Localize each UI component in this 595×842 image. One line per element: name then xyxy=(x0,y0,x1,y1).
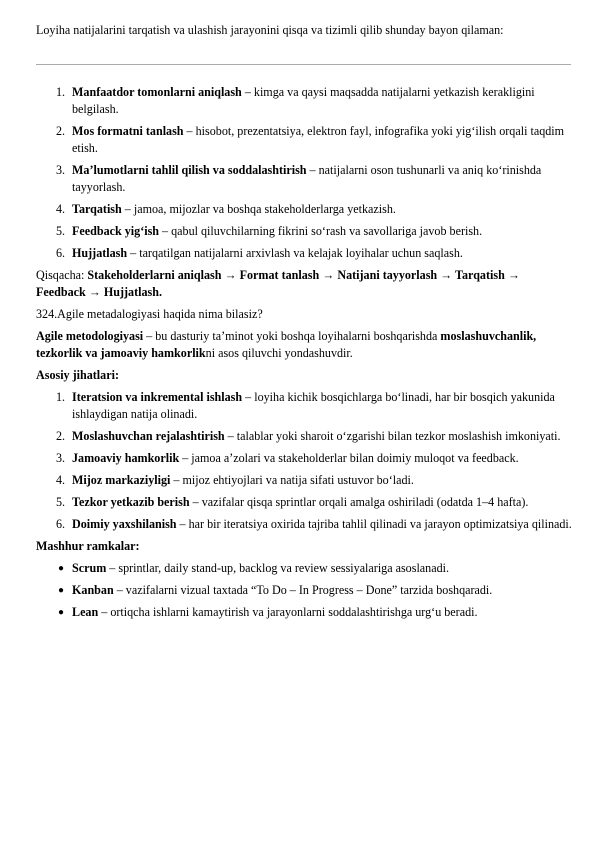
list-item xyxy=(36,582,572,599)
item-text: – jamoa, mijozlar va boshqa stakeholderlarga yetkazish. xyxy=(121,202,396,216)
item-term: Tezkor yetkazib berish xyxy=(72,495,190,509)
list-number: 3. xyxy=(56,163,66,177)
item-text: – sprintlar, daily stand-up, backlog va review sessiyalariga asoslanadi. xyxy=(106,561,450,575)
list-item xyxy=(36,472,572,489)
definition-paragraph xyxy=(36,328,572,362)
question-heading: 324.Agile metadalogiyasi haqida nima bilasiz? xyxy=(36,307,263,321)
summary-paragraph xyxy=(36,267,572,301)
bullet-icon: ● xyxy=(58,585,65,596)
item-term: Manfaatdor tomonlarni aniqlash xyxy=(72,85,242,99)
list-item xyxy=(36,560,572,577)
list-number: 2. xyxy=(56,124,66,138)
list-number: 5. xyxy=(56,224,66,238)
item-term: Ma’lumotlarni tahlil qilish va soddalashtirish xyxy=(72,163,307,177)
item-term: Scrum xyxy=(72,561,107,575)
list-item xyxy=(36,604,572,621)
definition-text-end: ni asos qiluvchi yondashuvdir. xyxy=(205,346,353,360)
item-term: Tarqatish xyxy=(72,202,122,216)
item-text: – kimga va qaysi maqsadda natijalarni yetkazish kerakligini belgilash. xyxy=(72,85,535,116)
bullet-icon: ● xyxy=(58,607,65,618)
list-item xyxy=(36,223,572,240)
list-item xyxy=(36,123,572,157)
item-term: Doimiy yaxshilanish xyxy=(72,517,177,531)
item-term: Moslashuvchan rejalashtirish xyxy=(72,429,225,443)
item-text: – mijoz ehtiyojlari va natija sifati ustuvor bo‘ladi. xyxy=(170,473,414,487)
item-term: Feedback yig‘ish xyxy=(72,224,160,238)
list-item xyxy=(36,84,572,118)
list-item xyxy=(36,245,572,262)
list-item xyxy=(36,201,572,218)
item-text: – loyiha kichik bosqichlarga bo‘linadi, har bir bosqich yakunida ishlaydigan natija olinadi. xyxy=(72,390,555,421)
item-text: – vazifalar qisqa sprintlar orqali amalga oshiriladi (odatda 1–4 hafta). xyxy=(189,495,529,509)
item-text: – natijalarni oson tushunarli va aniq ko‘rinishda tayyorlash. xyxy=(72,163,542,194)
frameworks-heading-text: Mashhur ramkalar: xyxy=(36,539,140,553)
principles-heading xyxy=(36,367,572,384)
item-term: Kanban xyxy=(72,583,114,597)
list-number: 4. xyxy=(56,473,66,487)
list-number: 6. xyxy=(56,246,66,260)
horizontal-divider xyxy=(36,64,571,65)
item-term: Jamoaviy hamkorlik xyxy=(72,451,180,465)
item-text: – vazifalarni vizual taxtada “To Do – In Progress – Done” tarzida boshqaradi. xyxy=(113,583,493,597)
item-term: Mos formatni tanlash xyxy=(72,124,184,138)
definition-term: Agile metodologiyasi xyxy=(36,329,144,343)
item-term: Hujjatlash xyxy=(72,246,128,260)
list-item xyxy=(36,450,572,467)
item-text: – hisobot, prezentatsiya, elektron fayl, infografika yoki yig‘ilish orqali taqdim etish. xyxy=(72,124,565,155)
item-text: – tarqatilgan natijalarni arxivlash va kelajak loyihalar uchun saqlash. xyxy=(127,246,463,260)
content-body xyxy=(36,84,572,626)
frameworks-heading xyxy=(36,538,572,555)
list-item xyxy=(36,494,572,511)
item-text: – jamoa a’zolari va stakeholderlar bilan doimiy muloqot va feedback. xyxy=(179,451,519,465)
summary-label: Qisqacha: xyxy=(36,268,88,282)
list-item xyxy=(36,389,572,423)
intro-paragraph: Loyiha natijalarini tarqatish va ulashish jarayonini qisqa va tizimli qilib shunday bayon qilaman: xyxy=(36,23,504,37)
definition-text: – bu dasturiy ta’minot yoki boshqa loyihalarni boshqarishda xyxy=(143,329,441,343)
list-item xyxy=(36,516,572,533)
list-number: 1. xyxy=(56,390,66,404)
list-number: 6. xyxy=(56,517,66,531)
list-number: 3. xyxy=(56,451,66,465)
item-text: – har bir iteratsiya oxirida tajriba tahlil qilinadi va jarayon optimizatsiya qilinadi. xyxy=(176,517,572,531)
item-term: Mijoz markaziyligi xyxy=(72,473,171,487)
list-number: 4. xyxy=(56,202,66,216)
item-text: – qabul qiluvchilarning fikrini so‘rash va savollariga javob berish. xyxy=(159,224,483,238)
list-item xyxy=(36,162,572,196)
item-term: Iteratsion va inkremental ishlash xyxy=(72,390,243,404)
item-term: Lean xyxy=(72,605,99,619)
list-number: 2. xyxy=(56,429,66,443)
steps-list xyxy=(36,84,572,262)
item-text: – ortiqcha ishlarni kamaytirish va jarayonlarni soddalashtirishga urg‘u beradi. xyxy=(98,605,478,619)
principles-list xyxy=(36,389,572,533)
item-text: – talablar yoki sharoit o‘zgarishi bilan tezkor moslashish imkoniyati. xyxy=(224,429,561,443)
list-number: 5. xyxy=(56,495,66,509)
frameworks-list xyxy=(36,560,572,621)
bullet-icon: ● xyxy=(58,563,65,574)
list-number: 1. xyxy=(56,85,66,99)
summary-flow: Stakeholderlarni aniqlash → Format tanlash → Natijani tayyorlash → Tarqatish → Feedback → Hujjatlash. xyxy=(36,268,520,299)
principles-heading-text: Asosiy jihatlari: xyxy=(36,368,119,382)
definition-emphasis: moslashuvchanlik, tezkorlik va jamoaviy hamkorlik xyxy=(36,329,537,360)
list-item xyxy=(36,428,572,445)
